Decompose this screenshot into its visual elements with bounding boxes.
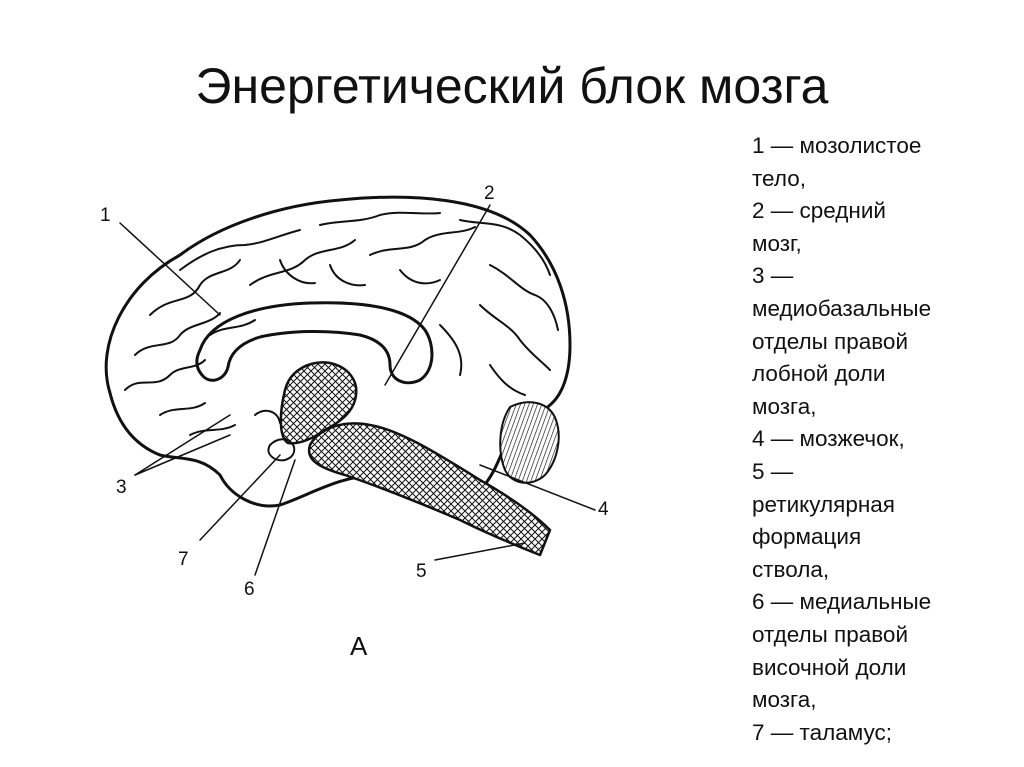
legend-line: 4 — мозжечок, — [752, 426, 905, 452]
legend-line: 2 — средний — [752, 198, 886, 224]
label-3: 3 — [116, 477, 127, 498]
legend-line: медиобазальные — [752, 295, 932, 321]
legend-line: 7 — таламус; — [752, 719, 892, 745]
legend-line: 3 — — [752, 263, 794, 289]
brain-diagram — [80, 175, 720, 675]
label-1: 1 — [100, 205, 111, 226]
label-4: 4 — [598, 499, 609, 520]
legend-line: лобной доли — [752, 361, 886, 387]
label-6: 6 — [244, 579, 255, 600]
page-title: Энергетический блок мозга — [195, 57, 829, 114]
label-7: 7 — [178, 549, 189, 570]
legend-line: 5 — — [752, 458, 794, 484]
legend-line: мозга, — [752, 687, 817, 713]
legend-line: височной доли — [752, 654, 907, 680]
legend-line: 1 — мозолистое — [752, 133, 922, 158]
figure-caption: А — [350, 631, 368, 661]
thalamus — [268, 439, 294, 460]
legend-line: 6 — медиальные — [752, 589, 932, 615]
cerebellum — [500, 402, 558, 483]
legend — [752, 130, 1017, 749]
label-2: 2 — [484, 183, 495, 204]
label-5: 5 — [416, 561, 427, 582]
legend-line: тело, — [752, 165, 806, 191]
legend-line: формация — [752, 524, 862, 550]
legend-line: отделы правой — [752, 328, 909, 354]
legend-line: ствола, — [752, 556, 830, 582]
legend-line: отделы правой — [752, 621, 909, 647]
legend-line: мозга, — [752, 393, 817, 419]
legend-line: ретикулярная — [752, 491, 895, 517]
brain-sagittal-section-icon — [80, 175, 720, 675]
legend-line: мозг, — [752, 230, 802, 256]
